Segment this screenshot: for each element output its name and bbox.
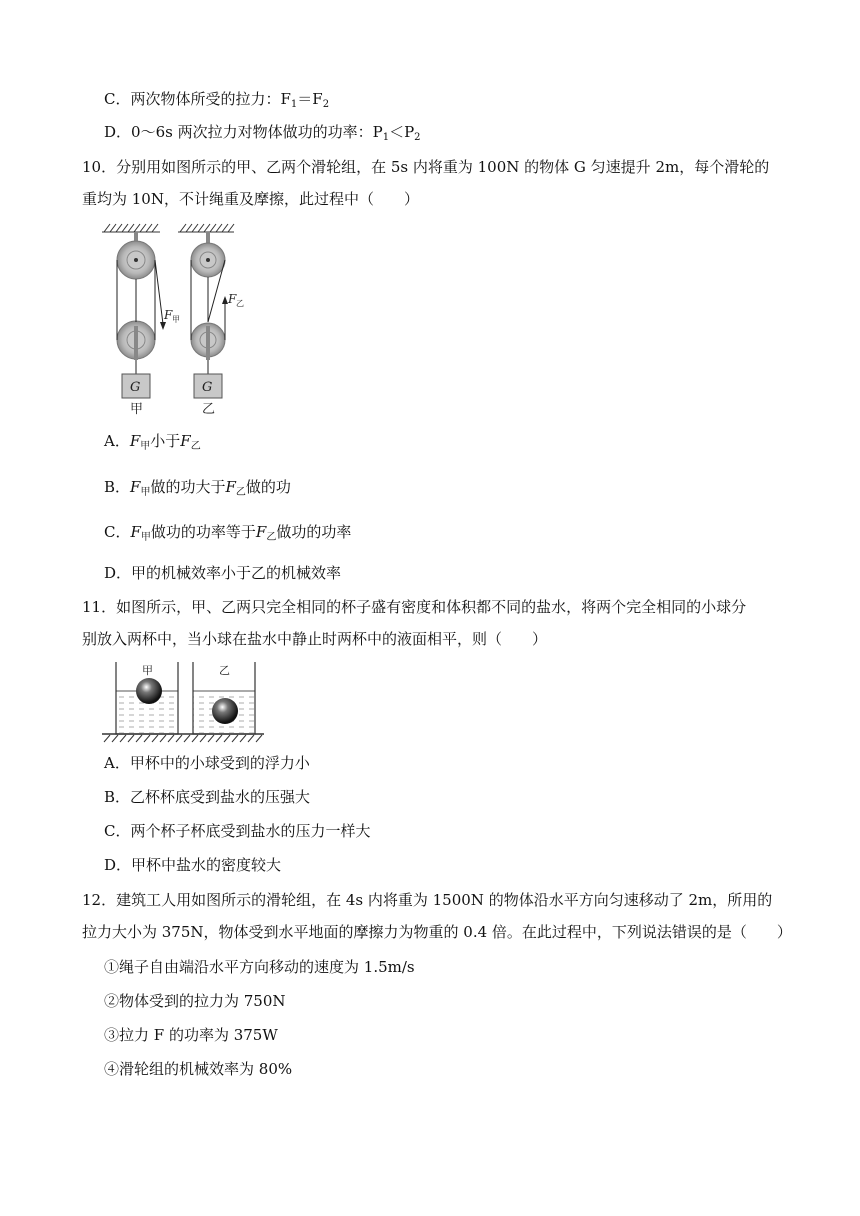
q11-option-d[interactable]: D．甲杯中盐水的密度较大 [104, 856, 282, 874]
q9-option-d[interactable] [104, 121, 421, 149]
ceiling-b [178, 224, 234, 232]
q11-stem-line-2: 别放入两杯中，当小球在盐水中静止时两杯中的液面相平，则（ ） [82, 630, 548, 648]
q10-option-b-label: B． [104, 478, 131, 496]
q11-cups-figure [98, 658, 268, 744]
force-symbol: F [130, 523, 141, 541]
q10-option-a-text: 小于 [150, 432, 181, 450]
q10-stem-line-1: 10．分别用如图所示的甲、乙两个滑轮组，在 5s 内将重为 100N 的物体 G 匀速提升 2m，每个滑轮的 [82, 158, 770, 176]
q10-option-d[interactable]: D．甲的机械效率小于乙的机械效率 [104, 564, 342, 582]
q10-option-a-label: A． [104, 432, 130, 450]
q11-stem-line-1: 11．如图所示，甲、乙两只完全相同的杯子盛有密度和体积都不同的盐水，将两个完全相同的小球分 [82, 598, 747, 616]
q11-label-yi: 乙 [219, 664, 230, 677]
q12-stem-line-2: 拉力大小为 375N，物体受到水平地面的摩擦力为物重的 0.4 倍。在此过程中，下列说法错误的是（ ） [82, 923, 792, 941]
subscript: 甲 [140, 532, 151, 543]
q10-label-yi: 乙 [202, 402, 216, 417]
q12-statement-1: ①绳子自由端沿水平方向移动的速度为 1.5m/s [104, 958, 415, 976]
q9-option-c-mid: ＝F [297, 90, 323, 108]
subscript: 2 [322, 99, 330, 110]
subscript: 1 [382, 132, 390, 143]
q11-option-b[interactable]: B．乙杯杯底受到盐水的压强大 [104, 788, 311, 806]
subscript: 1 [290, 99, 298, 110]
q10-option-c[interactable] [104, 521, 351, 549]
q10-option-a[interactable] [104, 430, 201, 458]
q9-option-d-text: 0～6s 两次拉力对物体做功的功率：P [131, 123, 383, 141]
q11-option-a[interactable]: A．甲杯中的小球受到的浮力小 [104, 754, 310, 772]
force-symbol: F [180, 432, 191, 450]
subscript: 乙 [235, 487, 246, 498]
q10-stem-line-2: 重均为 10N，不计绳重及摩擦，此过程中（ ） [82, 190, 419, 208]
q11-label-jia: 甲 [142, 664, 153, 677]
subscript: 乙 [266, 532, 277, 543]
subscript: 甲 [140, 487, 151, 498]
force-symbol: F [225, 478, 236, 496]
q10-force-a: F [164, 308, 173, 322]
q10-block-g-a: G [130, 380, 141, 395]
ceiling-a [102, 224, 160, 232]
q10-option-c-text: 做功的功率等于 [150, 523, 256, 541]
q9-option-c-label: C． [104, 90, 131, 108]
q11-option-c[interactable]: C．两个杯子杯底受到盐水的压力一样大 [104, 822, 371, 840]
q10-force-b: F [228, 292, 237, 306]
q10-option-b-text: 做的功大于 [150, 478, 226, 496]
q12-stem-line-1: 12．建筑工人用如图所示的滑轮组，在 4s 内将重为 1500N 的物体沿水平方向匀速移动了 2m，所用的 [82, 891, 773, 909]
q10-label-jia: 甲 [130, 402, 144, 417]
q9-option-c-text: 两次物体所受的拉力：F [130, 90, 291, 108]
q9-option-d-mid: ＜P [389, 123, 415, 141]
q10-force-a-sub: 甲 [172, 315, 180, 324]
subscript: 乙 [190, 441, 201, 452]
q10-option-c-label: C． [104, 523, 131, 541]
q10-block-g-b: G [202, 380, 213, 395]
subscript: 甲 [140, 441, 151, 452]
q10-option-c-tail: 做功的功率 [276, 523, 352, 541]
force-symbol: F [130, 478, 141, 496]
q10-option-b[interactable] [104, 476, 291, 504]
q12-statement-4: ④滑轮组的机械效率为 80% [104, 1060, 293, 1078]
q10-force-b-sub: 乙 [236, 299, 244, 308]
q10-pulley-figure [96, 222, 246, 418]
force-symbol: F [255, 523, 267, 541]
q12-statement-2: ②物体受到的拉力为 750N [104, 992, 286, 1010]
q9-option-d-label: D． [104, 123, 132, 141]
subscript: 2 [414, 132, 421, 143]
q10-option-b-tail: 做的功 [245, 478, 291, 496]
q12-statement-3: ③拉力 F 的功率为 375W [104, 1026, 278, 1044]
q9-option-c[interactable] [104, 88, 329, 116]
force-symbol: F [129, 432, 141, 450]
